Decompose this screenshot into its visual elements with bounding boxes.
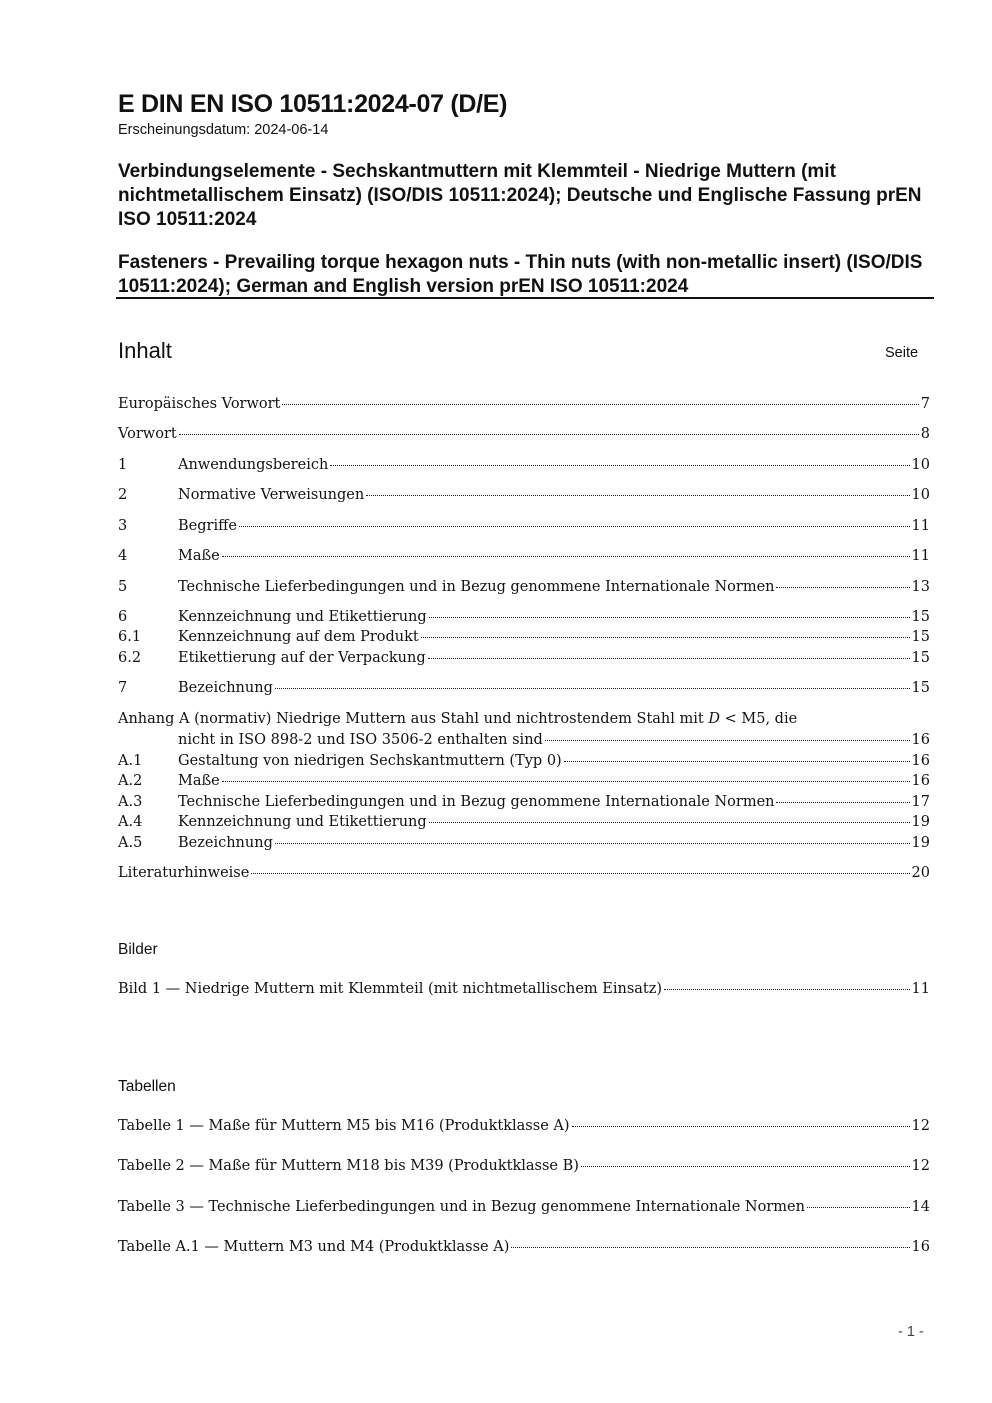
toc-leader <box>330 465 909 466</box>
toc-leader <box>282 404 918 405</box>
toc-entry-6-1[interactable] <box>118 627 930 648</box>
toc-page-column-label: Seite <box>885 345 919 361</box>
annex-title-prefix: Anhang A (normativ) Niedrige Muttern aus Stahl und nichtrostendem Stahl mit <box>118 711 709 727</box>
toc-entry-page: 10 <box>911 487 930 503</box>
annex-title-suffix: < M5, die <box>720 711 798 727</box>
toc-entry-page: 12 <box>911 1118 930 1134</box>
toc-entry-page: 16 <box>911 773 930 789</box>
toc-entry-page: 16 <box>911 732 930 748</box>
toc-leader <box>429 822 910 823</box>
toc-heading: Inhalt <box>118 338 172 363</box>
toc-entry-text: Anwendungsbereich <box>178 457 329 473</box>
toc-entry-number: 6 <box>118 609 128 625</box>
toc-entry-page: 14 <box>911 1199 930 1215</box>
title-german: Verbindungselemente - Sechskantmuttern mit Klemmteil - Niedrige Muttern (mit nichtmetallischem Einsatz) (ISO/DIS 10511:2024); Deutsche und Englische Fassung prEN ISO 10511:2024 <box>118 161 922 230</box>
toc-leader <box>664 989 910 990</box>
toc-entry-page: 11 <box>911 981 930 997</box>
toc-leader <box>366 495 909 496</box>
toc-entry-text: Kennzeichnung auf dem Produkt <box>178 629 419 645</box>
toc-entry-number: A.5 <box>118 835 143 851</box>
toc-entry-page: 17 <box>911 794 930 810</box>
toc-leader <box>222 781 910 782</box>
annex-title-variable: D <box>708 711 720 727</box>
toc-entry-text: Gestaltung von niedrigen Sechskantmuttern (Typ 0) <box>178 753 562 769</box>
toc-entry-annex-a-line2[interactable] <box>118 730 930 751</box>
toc-entry-text: Bezeichnung <box>178 680 273 696</box>
toc-leader <box>429 617 910 618</box>
title-divider <box>116 297 934 299</box>
toc-entry-3[interactable] <box>118 516 930 537</box>
toc-entry-page: 19 <box>911 814 930 830</box>
figures-heading: Bilder <box>118 941 158 958</box>
toc-entry-a-3[interactable] <box>118 792 930 813</box>
toc-entry-page: 11 <box>911 518 930 534</box>
toc-leader <box>275 688 910 689</box>
toc-entry-4[interactable] <box>118 546 930 567</box>
toc-leader <box>421 637 910 638</box>
toc-entry-a-1[interactable] <box>118 751 930 772</box>
table-entry-3[interactable] <box>118 1197 930 1218</box>
table-entry-2[interactable] <box>118 1156 930 1177</box>
document-number: E DIN EN ISO 10511:2024-07 (D/E) <box>118 90 508 118</box>
toc-leader <box>428 658 910 659</box>
toc-entry-number: A.1 <box>118 753 143 769</box>
toc-leader <box>776 587 909 588</box>
toc-entry-page: 8 <box>920 426 930 442</box>
table-entry-1[interactable] <box>118 1116 930 1137</box>
toc-entry-text: Tabelle 1 — Maße für Muttern M5 bis M16 (Produktklasse A) <box>118 1118 570 1134</box>
tables-heading: Tabellen <box>118 1078 176 1095</box>
toc-entry-page: 15 <box>911 650 930 666</box>
toc-leader <box>807 1207 910 1208</box>
toc-entry-a-5[interactable] <box>118 833 930 854</box>
toc-entry-number: A.2 <box>118 773 143 789</box>
toc-entry-page: 20 <box>911 865 930 881</box>
toc-entry-text: Europäisches Vorwort <box>118 396 281 412</box>
toc-leader <box>581 1166 910 1167</box>
toc-entry-5[interactable] <box>118 577 930 598</box>
toc-entry-number: A.4 <box>118 814 143 830</box>
toc-entry-page: 16 <box>911 753 930 769</box>
toc-entry-number: 7 <box>118 680 128 696</box>
toc-entry-page: 11 <box>911 548 930 564</box>
toc-entry-text: Normative Verweisungen <box>178 487 365 503</box>
publication-date: Erscheinungsdatum: 2024-06-14 <box>118 122 329 138</box>
toc-leader <box>564 761 910 762</box>
toc-entry-text: Maße <box>178 773 220 789</box>
toc-entry-text: Literaturhinweise <box>118 865 250 881</box>
toc-entry-annex-a-line1[interactable] <box>118 709 930 730</box>
toc-entry-2[interactable] <box>118 485 930 506</box>
toc-entry-7[interactable] <box>118 678 930 699</box>
toc-entry-number: 5 <box>118 579 128 595</box>
toc-leader <box>275 843 910 844</box>
page-number: - 1 - <box>898 1324 924 1340</box>
toc-entry-text: Technische Lieferbedingungen und in Bezug genommene Internationale Normen <box>178 794 775 810</box>
toc-entry-text: Bild 1 — Niedrige Muttern mit Klemmteil (mit nichtmetallischem Einsatz) <box>118 981 663 997</box>
toc-entry-page: 7 <box>920 396 930 412</box>
toc-entry-text: Tabelle 3 — Technische Lieferbedingungen und in Bezug genommene Internationale Normen <box>118 1199 805 1215</box>
title-english: Fasteners - Prevailing torque hexagon nuts - Thin nuts (with non-metallic insert) (ISO/DIS 10511:2024); German and English version prEN ISO 10511:2024 <box>118 252 923 297</box>
toc-entry-a-4[interactable] <box>118 812 930 833</box>
toc-entry-number: 4 <box>118 548 128 564</box>
toc-entry-text: Etikettierung auf der Verpackung <box>178 650 426 666</box>
toc-leader <box>776 802 909 803</box>
toc-entry-page: 10 <box>911 457 930 473</box>
toc-entry-page: 15 <box>911 629 930 645</box>
toc-entry-vorwort[interactable] <box>118 424 930 445</box>
toc-leader <box>239 526 910 527</box>
table-entry-a-1[interactable] <box>118 1237 930 1258</box>
toc-entry-page: 16 <box>911 1239 930 1255</box>
toc-entry-6[interactable] <box>118 607 930 628</box>
toc-entry-text: Bezeichnung <box>178 835 273 851</box>
toc-entry-1[interactable] <box>118 455 930 476</box>
toc-entry-literaturhinweise[interactable] <box>118 863 930 884</box>
toc-entry-text: Technische Lieferbedingungen und in Bezug genommene Internationale Normen <box>178 579 775 595</box>
toc-leader <box>511 1247 909 1248</box>
toc-entry-number: 6.1 <box>118 629 142 645</box>
toc-entry-page: 19 <box>911 835 930 851</box>
toc-entry-page: 13 <box>911 579 930 595</box>
toc-entry-text: Begriffe <box>178 518 237 534</box>
toc-leader <box>179 434 919 435</box>
toc-leader <box>222 556 910 557</box>
toc-leader <box>545 740 910 741</box>
toc-entry-text: Kennzeichnung und Etikettierung <box>178 814 427 830</box>
toc-entry-6-2[interactable] <box>118 648 930 669</box>
toc-entry-page: 12 <box>911 1158 930 1174</box>
toc-leader <box>572 1126 910 1127</box>
toc-entry-text: Maße <box>178 548 220 564</box>
toc-entry-number: 3 <box>118 518 128 534</box>
toc-entry-text: Tabelle 2 — Maße für Muttern M18 bis M39 (Produktklasse B) <box>118 1158 579 1174</box>
toc-entry-number: A.3 <box>118 794 143 810</box>
toc-entry-page: 15 <box>911 680 930 696</box>
toc-entry-text: Tabelle A.1 — Muttern M3 und M4 (Produktklasse A) <box>118 1239 510 1255</box>
toc-entry-number: 1 <box>118 457 128 473</box>
toc-entry-a-2[interactable] <box>118 771 930 792</box>
toc-entry-number: 6.2 <box>118 650 142 666</box>
toc-entry-text: Kennzeichnung und Etikettierung <box>178 609 427 625</box>
toc-entry-europaeisches-vorwort[interactable] <box>118 394 930 415</box>
figure-entry-1[interactable] <box>118 979 930 1000</box>
toc-entry-text: Vorwort <box>118 426 177 442</box>
toc-entry-page: 15 <box>911 609 930 625</box>
toc-entry-number: 2 <box>118 487 128 503</box>
toc-entry-text: nicht in ISO 898-2 und ISO 3506-2 enthalten sind <box>178 732 543 748</box>
toc-leader <box>251 873 909 874</box>
